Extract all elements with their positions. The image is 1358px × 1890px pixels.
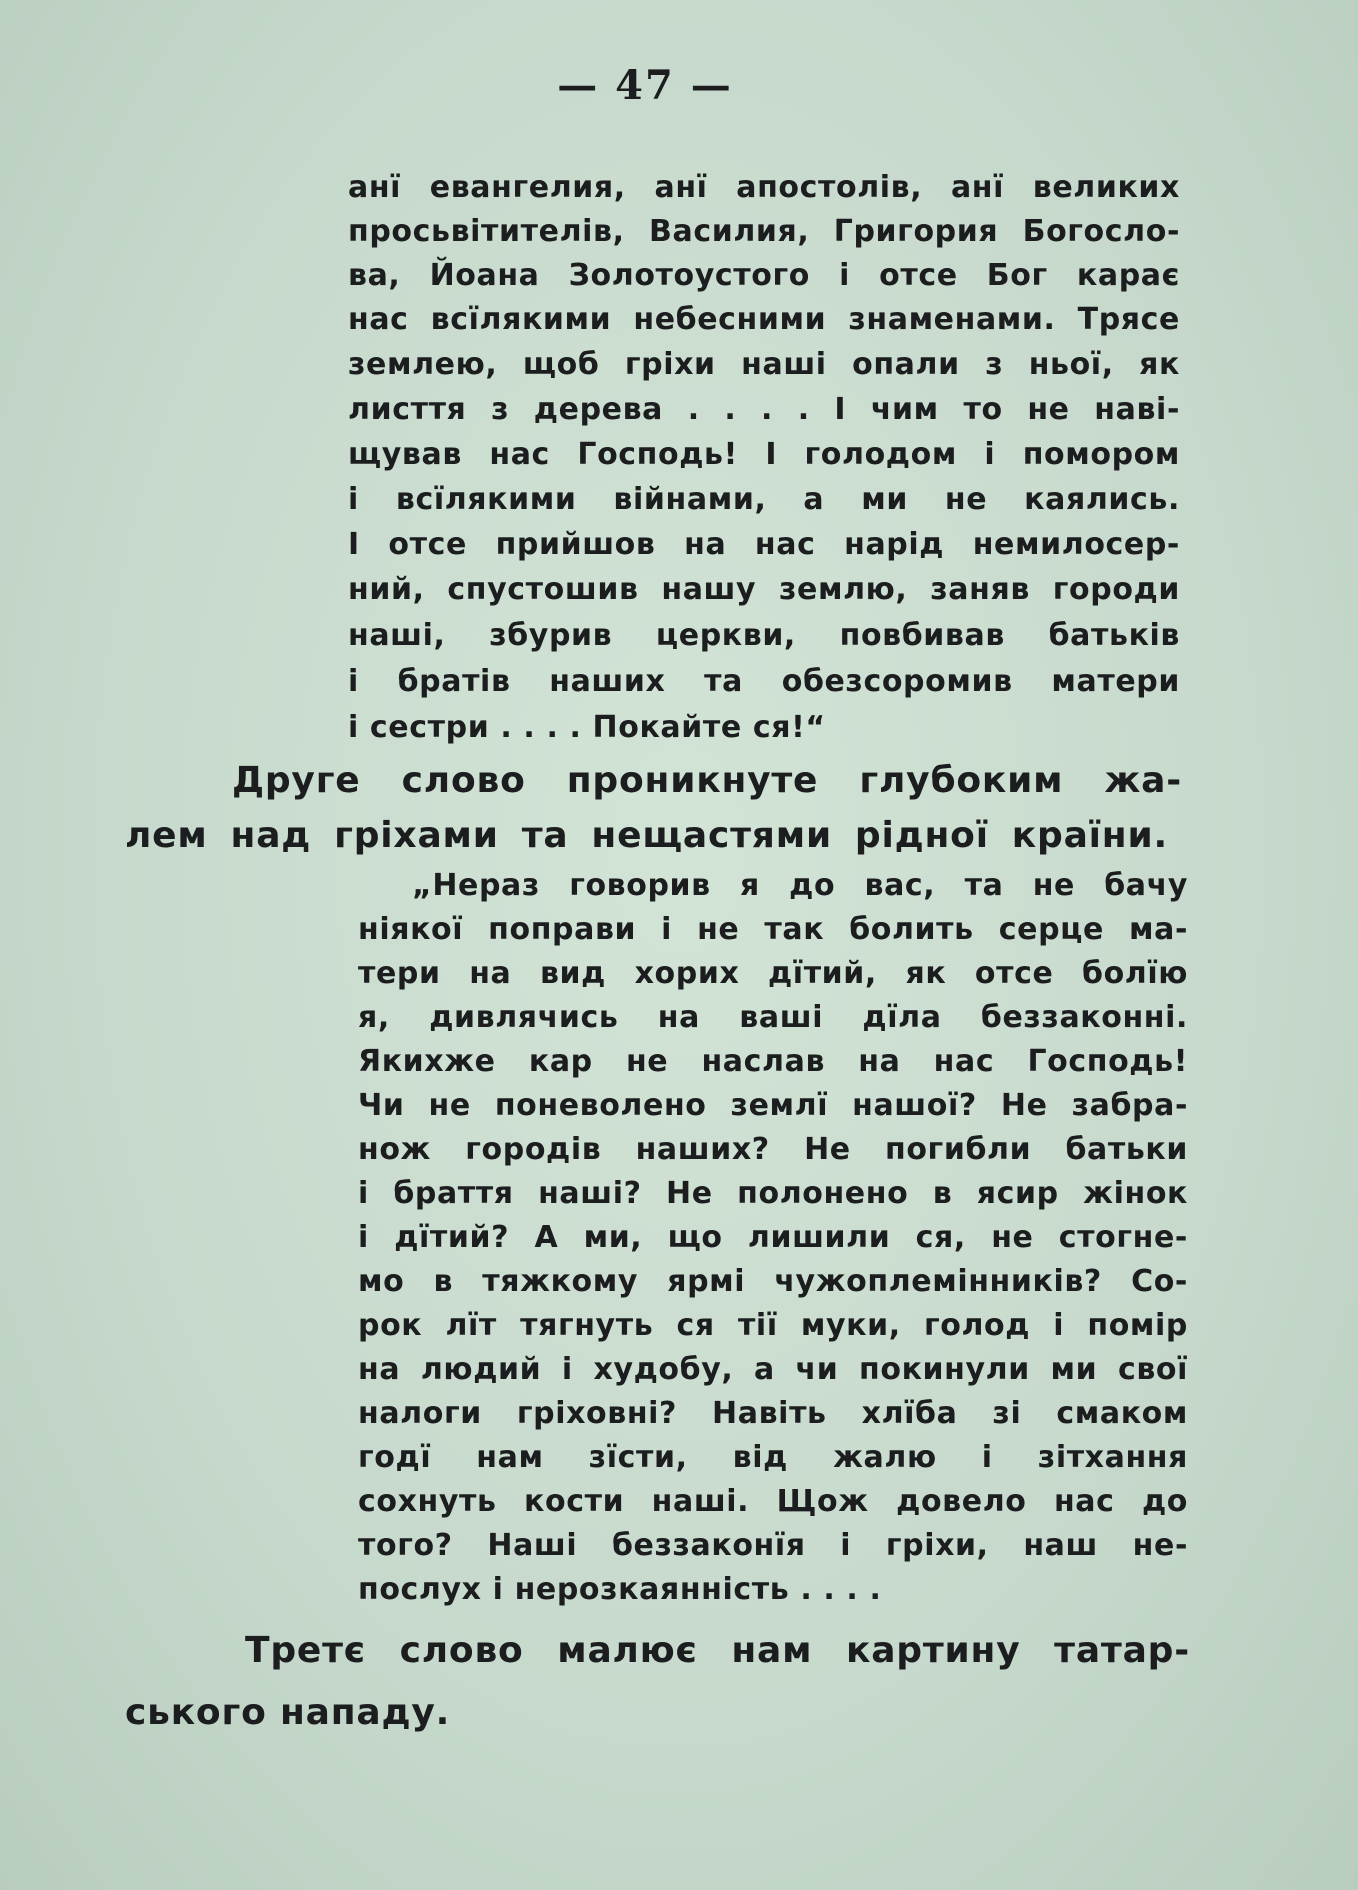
quote2-line: на людий і худобу, а чи покинули ми свої xyxy=(358,1352,1188,1387)
quote1-line: ний, спустошив нашу землю, заняв городи xyxy=(348,572,1180,607)
quote2-line: налоги гріховні? Навіть хлїба зі смаком xyxy=(358,1396,1188,1431)
quote2-line: годї нам зїсти, від жалю і зітхання xyxy=(358,1440,1188,1475)
quote1-line: ва, Йоана Золотоустого і отсе Бог карає xyxy=(348,258,1180,293)
quote2-line: я, дивлячись на ваші дїла беззаконні. xyxy=(358,1000,1188,1035)
quote1-line: наші, збурив церкви, повбивав батьків xyxy=(348,618,1180,653)
quote1-line: лисття з дерева . . . . І чим то не наві- xyxy=(348,392,1180,427)
page-number: — 47 — xyxy=(557,62,733,109)
quote1-line: і братів наших та обезсоромив матери xyxy=(348,664,1180,699)
quote2-line: мо в тяжкому ярмі чужоплемінників? Со- xyxy=(358,1264,1188,1299)
quote1-line: І отсе прийшов на нас нарід немилосер- xyxy=(348,527,1180,562)
quote1-line: щував нас Господь! І голодом і помором xyxy=(348,437,1180,472)
quote2-line: і дїтий? А ми, що лишили ся, не стогне- xyxy=(358,1220,1188,1255)
quote2-line: ніякої поправи і не так болить серце ма- xyxy=(358,912,1188,947)
quote2-line: „Нераз говорив я до вас, та не бачу xyxy=(412,868,1188,903)
paragraph2-line: ського нападу. xyxy=(125,1692,451,1733)
quote1-line: землею, щоб гріхи наші опали з ньої, як xyxy=(348,347,1180,382)
paragraph1-line: Друге слово проникнуте глубоким жа- xyxy=(232,760,1182,801)
quote2-line: рок лїт тягнуть ся тії муки, голод і помір xyxy=(358,1308,1188,1343)
quote1-line: нас всїлякими небесними знаменами. Трясе xyxy=(348,302,1180,337)
paragraph2-line: Третє слово малює нам картину татар- xyxy=(245,1630,1190,1671)
quote1-line: просьвітителів, Василия, Григория Богосло- xyxy=(348,214,1180,249)
quote1-line: анї евангелия, анї апостолів, анї великих xyxy=(348,170,1180,205)
quote2-line: того? Наші беззаконїя і гріхи, наш не- xyxy=(358,1528,1188,1563)
quote1-line: і сестри . . . . Покайте ся!“ xyxy=(348,710,826,745)
quote2-line: Чи не поневолено землї нашої? Не забра- xyxy=(358,1088,1188,1123)
paragraph1-line: лем над гріхами та нещастями рідної країни. xyxy=(125,815,1168,856)
quote2-line: і браття наші? Не полонено в ясир жінок xyxy=(358,1176,1188,1211)
quote2-line: тери на вид хорих дїтий, як отсе болїю xyxy=(358,956,1188,991)
quote2-line: Якихже кар не наслав на нас Господь! xyxy=(358,1044,1188,1079)
quote2-line: сохнуть кости наші. Щож довело нас до xyxy=(358,1484,1188,1519)
quote2-line: послух і нерозкаянність . . . . xyxy=(358,1572,882,1607)
quote1-line: і всїлякими війнами, а ми не каялись. xyxy=(348,482,1180,517)
quote2-line: нож городів наших? Не погибли батьки xyxy=(358,1132,1188,1167)
